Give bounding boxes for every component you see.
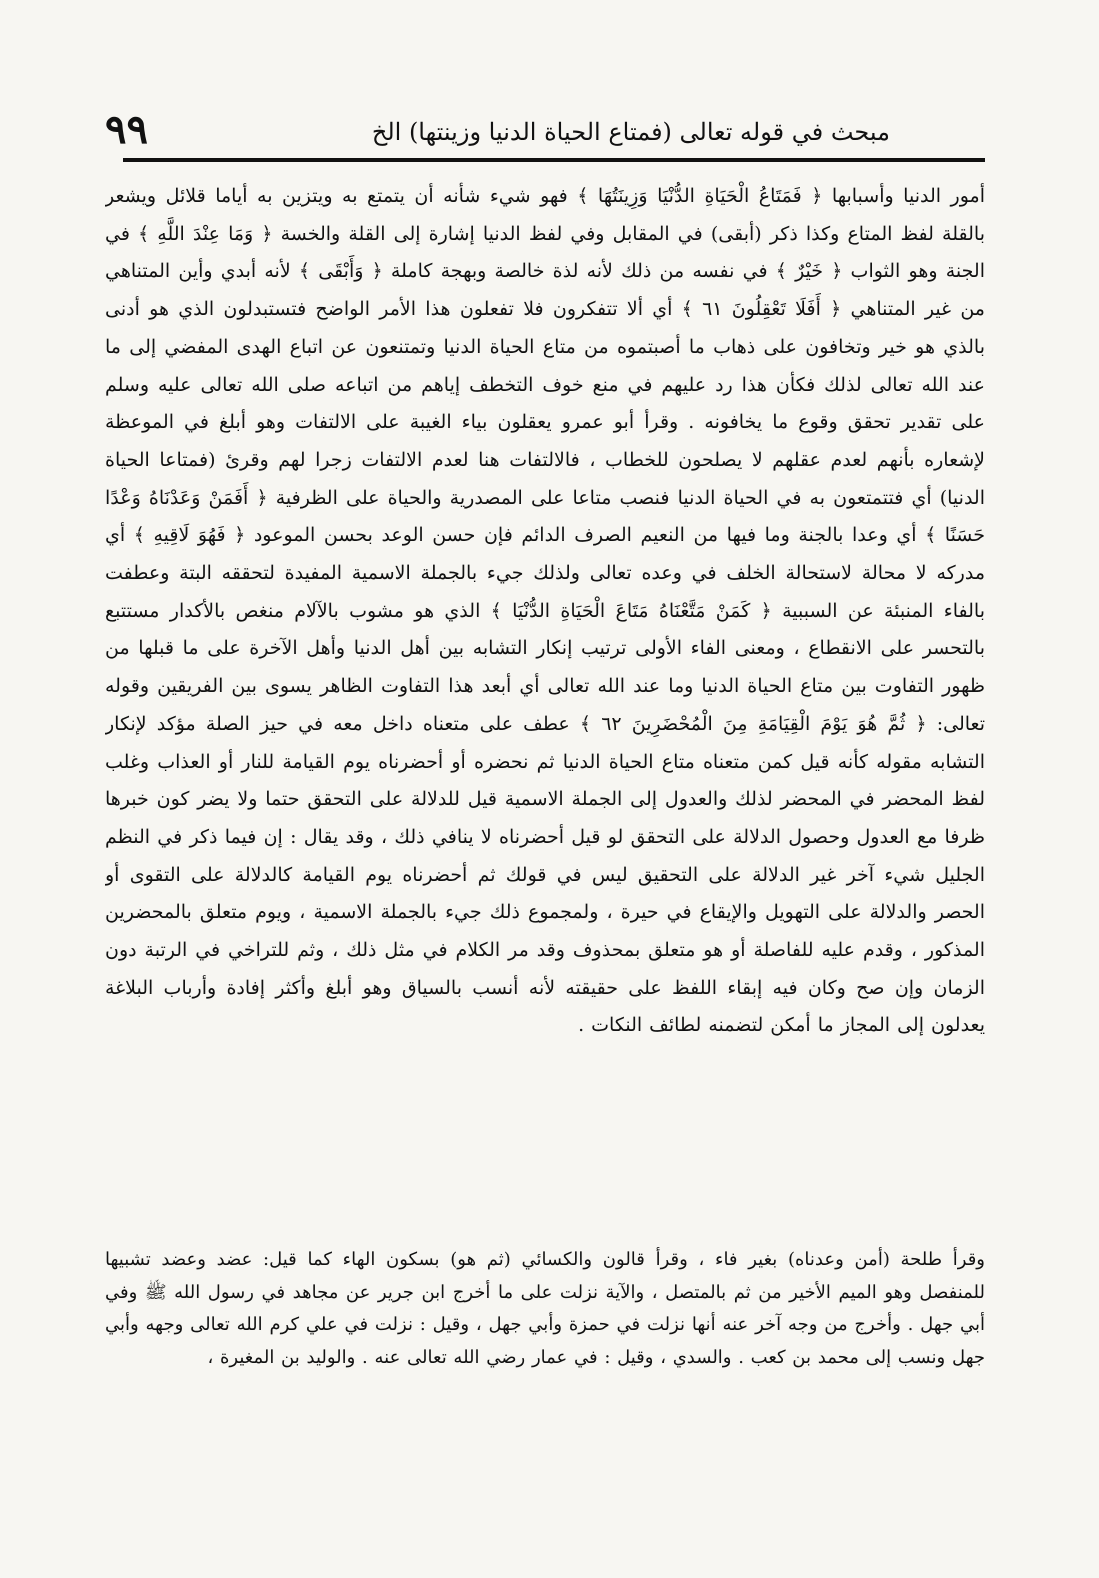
running-title: مبحث في قوله تعالى (فمتاع الحياة الدنيا وزينتها) الخ: [371, 118, 890, 146]
page-number: ٩٩: [105, 106, 148, 153]
book-page: [105, 100, 985, 1560]
paragraph-readings: وقرأ طلحة (أمن وعدناه) بغير فاء ، وقرأ قالون والكسائي (ثم هو) بسكون الهاء كما قيل: عضد وعضد تشبيها للمنفصل وهو الميم الأخير من ثم بالمتصل ، والآية نزلت على ما أخرج ابن جرير عن مجاهد في رسول الله ﷺ وفي أبي جهل . وأخرج من وجه آخر عنه أنها نزلت في حمزة وأبي جهل ، وقيل : نزلت في علي كرم الله تعالى وجهه وأبي جهل ونسب إلى محمد بن كعب . والسدي ، وقيل : في عمار رضي الله تعالى عنه . والوليد بن المغيرة ،: [105, 1249, 985, 1368]
page-header: [105, 100, 985, 158]
paragraph-commentary: أمور الدنيا وأسبابها ﴿ فَمَتَاعُ الْحَيَاةِ الدُّنْيَا وَزِينَتُهَا ﴾ فهو شيء شأنه أن يتمتع به ويتزين به أياما قلائل ويشعر بالقلة لفظ المتاع وكذا ذكر (أبقى) في المقابل وفي لفظ الدنيا إشارة إلى القلة والخسة ﴿ وَمَا عِنْدَ اللَّهِ ﴾ في الجنة وهو الثواب ﴿ خَيْرٌ ﴾ في نفسه من ذلك لأنه لذة خالصة وبهجة كاملة ﴿ وَأَبْقَى ﴾ لأنه أبدي وأين المتناهي من غير المتناهي ﴿ أَفَلَا تَعْقِلُونَ ٦١ ﴾ أي ألا تتفكرون فلا تفعلون هذا الأمر الواضح فتستبدلون الذي هو أدنى بالذي هو خير وتخافون على ذهاب ما أصبتموه من متاع الحياة الدنيا وتمتنعون عن اتباع الهدى المفضي إلى ما عند الله تعالى لذلك فكأن هذا رد عليهم في منع خوف التخطف إياهم من اتباعه صلى الله تعالى عليه وسلم على تقدير تحقق وقوع ما يخافونه . وقرأ أبو عمرو يعقلون بياء الغيبة على الالتفات وهو أبلغ في الموعظة لإشعاره بأنهم لعدم عقلهم لا يصلحون للخطاب ، فالالتفات هنا لعدم الالتفات زجرا لهم وقرئ (فمتاعا الحياة الدنيا) أي فتتمتعون به في الحياة الدنيا فنصب متاعا على المصدرية والحياة على الظرفية ﴿ أَفَمَنْ وَعَدْنَاهُ وَعْدًا حَسَنًا ﴾ أي وعدا بالجنة وما فيها من النعيم الصرف الدائم فإن حسن الوعد بحسن الموعود ﴿ فَهُوَ لَاقِيهِ ﴾ أي مدركه لا محالة لاستحالة الخلف في وعده تعالى ولذلك جيء بالجملة الاسمية المفيدة لتحققه البتة وعطفت بالفاء المنبئة عن السببية ﴿ كَمَنْ مَتَّعْنَاهُ مَتَاعَ الْحَيَاةِ الدُّنْيَا ﴾ الذي هو مشوب بالآلام منغص بالأكدار مستتبع بالتحسر على الانقطاع ، ومعنى الفاء الأولى ترتيب إنكار التشابه بين أهل الدنيا وأهل الآخرة على ما قبلها من ظهور التفاوت بين متاع الحياة الدنيا وما عند الله تعالى أي أبعد هذا التفاوت الظاهر يسوى بين الفريقين وقوله تعالى: ﴿ ثُمَّ هُوَ يَوْمَ الْقِيَامَةِ مِنَ الْمُحْضَرِينَ ٦٢ ﴾ عطف على متعناه داخل معه في حيز الصلة مؤكد لإنكار التشابه مقوله كأنه قيل كمن متعناه متاع الحياة الدنيا ثم نحضره أو أحضرناه يوم القيامة للنار أو العذاب وغلب لفظ المحضر في المحضر لذلك والعدول إلى الجملة الاسمية قيل للدلالة على التحقق حتما ولا يضر كون خبرها ظرفا مع العدول وحصول الدلالة على التحقق لو قيل أحضرناه لا ينافي ذلك ، وقد يقال : إن فيما ذكر في النظم الجليل شيء آخر غير الدلالة على التحقيق ليس في قولك ثم أحضرناه يوم القيامة كالدلالة على التقوى أو الحصر والدلالة على التهويل والإيقاع في حيرة ، ولمجموع ذلك جيء بالجملة الاسمية ، ويوم متعلق بالمحضرين المذكور ، وقدم عليه للفاصلة أو هو متعلق بمحذوف وقد مر الكلام في مثل ذلك ، وثم للتراخي في الرتبة دون الزمان وإن صح وكان فيه إبقاء اللفظ على حقيقته لأنه أنسب بالسياق وهو أبلغ وأكثر إفادة وأرباب البلاغة يعدلون إلى المجاز ما أمكن لتضمنه لطائف النكات .: [105, 185, 985, 1037]
body-text: [105, 178, 985, 1444]
header-rule: [123, 158, 985, 162]
